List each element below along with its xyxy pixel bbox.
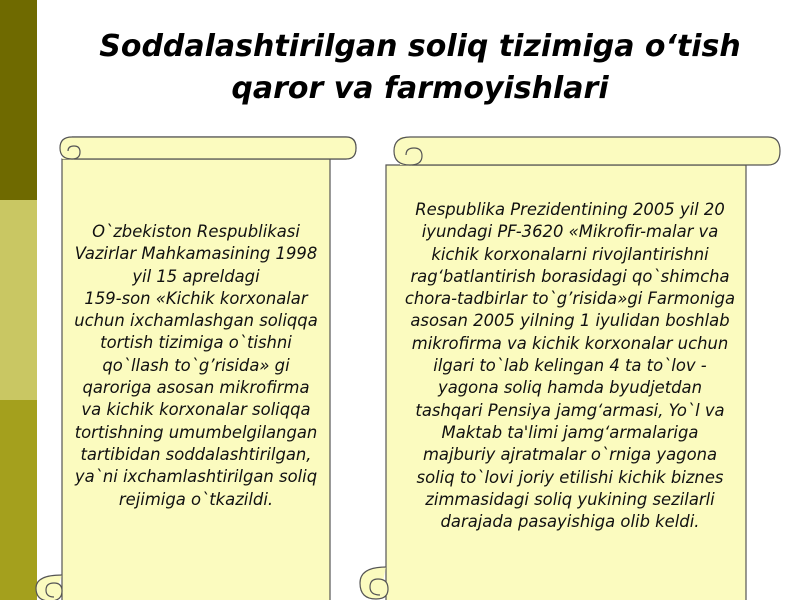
left-text-line: qaroriga asosan mikrofirma	[82, 378, 310, 398]
right-text-line: mikrofirma va kichik korxonalar uchun	[411, 333, 729, 353]
right-text-line: ilgari to`lab kelingan 4 ta to`lov -	[433, 356, 707, 376]
right-text-line: majburiy ajratmalar o`rniga yagona	[422, 445, 718, 465]
right-text-line: yagona soliq hamda byudjetdan	[438, 378, 702, 398]
right-text-line: tashqari Pensiya jamg‘armasi, Yo`l va	[415, 400, 725, 420]
left-text-line: ya`ni ixchamlashtirilgan soliq	[74, 467, 318, 487]
right-text-line: kichik korxonalarni rivojlantirishni	[431, 244, 709, 264]
side-band-light	[0, 200, 37, 400]
left-text-line: tartibidan soddalashtirilgan,	[80, 444, 312, 464]
title-line-1: Soddalashtirilgan soliq tizimiga o‘tish	[99, 29, 741, 64]
left-text-line: O`zbekiston Respublikasi	[92, 222, 300, 241]
side-band-dark	[0, 0, 37, 200]
left-text-line: va kichik korxonalar soliqqa	[81, 400, 311, 420]
slide-title	[60, 26, 780, 110]
left-text-line: qo`llash to`g’risida» gi	[102, 355, 290, 375]
side-band-medium	[0, 400, 37, 600]
right-text-line: iyundagi PF-3620 «Mikrofir-malar va	[421, 222, 719, 242]
scroll-right	[360, 135, 782, 600]
left-text-line: 159-son «Kichik korxonalar	[84, 288, 308, 308]
right-text-line: rag‘batlantirish borasidagi qo`shimcha	[410, 266, 730, 286]
title-line-2: qaror va farmoyishlari	[231, 71, 609, 106]
right-text-line: zimmasidagi soliq yukining sezilarli	[425, 489, 715, 509]
right-text-line: Respublika Prezidentining 2005 yil 20	[415, 200, 725, 219]
scroll-right-text	[396, 199, 744, 533]
scroll-left	[34, 135, 358, 600]
left-text-line: rejimiga o`tkazildi.	[118, 489, 274, 509]
side-stripe	[0, 0, 37, 600]
right-text-line: darajada pasayishiga olib keldi.	[440, 512, 700, 532]
left-text-line: tortish tizimiga o`tishni	[100, 333, 292, 353]
left-text-line: tortishning umumbelgilangan	[74, 422, 318, 442]
right-text-line: soliq to`lovi joriy etilishi kichik biznes	[416, 467, 724, 487]
scroll-left-text	[62, 221, 330, 511]
left-text-line: yil 15 apreldagi	[132, 266, 260, 286]
right-text-line: Maktab ta'limi jamg‘armalariga	[441, 422, 699, 442]
left-text-line: uchun ixchamlashgan soliqqa	[74, 311, 318, 331]
left-text-line: Vazirlar Mahkamasining 1998	[74, 244, 318, 264]
right-text-line: asosan 2005 yilning 1 iyulidan boshlab	[410, 311, 730, 331]
right-text-line: chora-tadbirlar to`g’risida»gi Farmoniga	[404, 289, 736, 309]
